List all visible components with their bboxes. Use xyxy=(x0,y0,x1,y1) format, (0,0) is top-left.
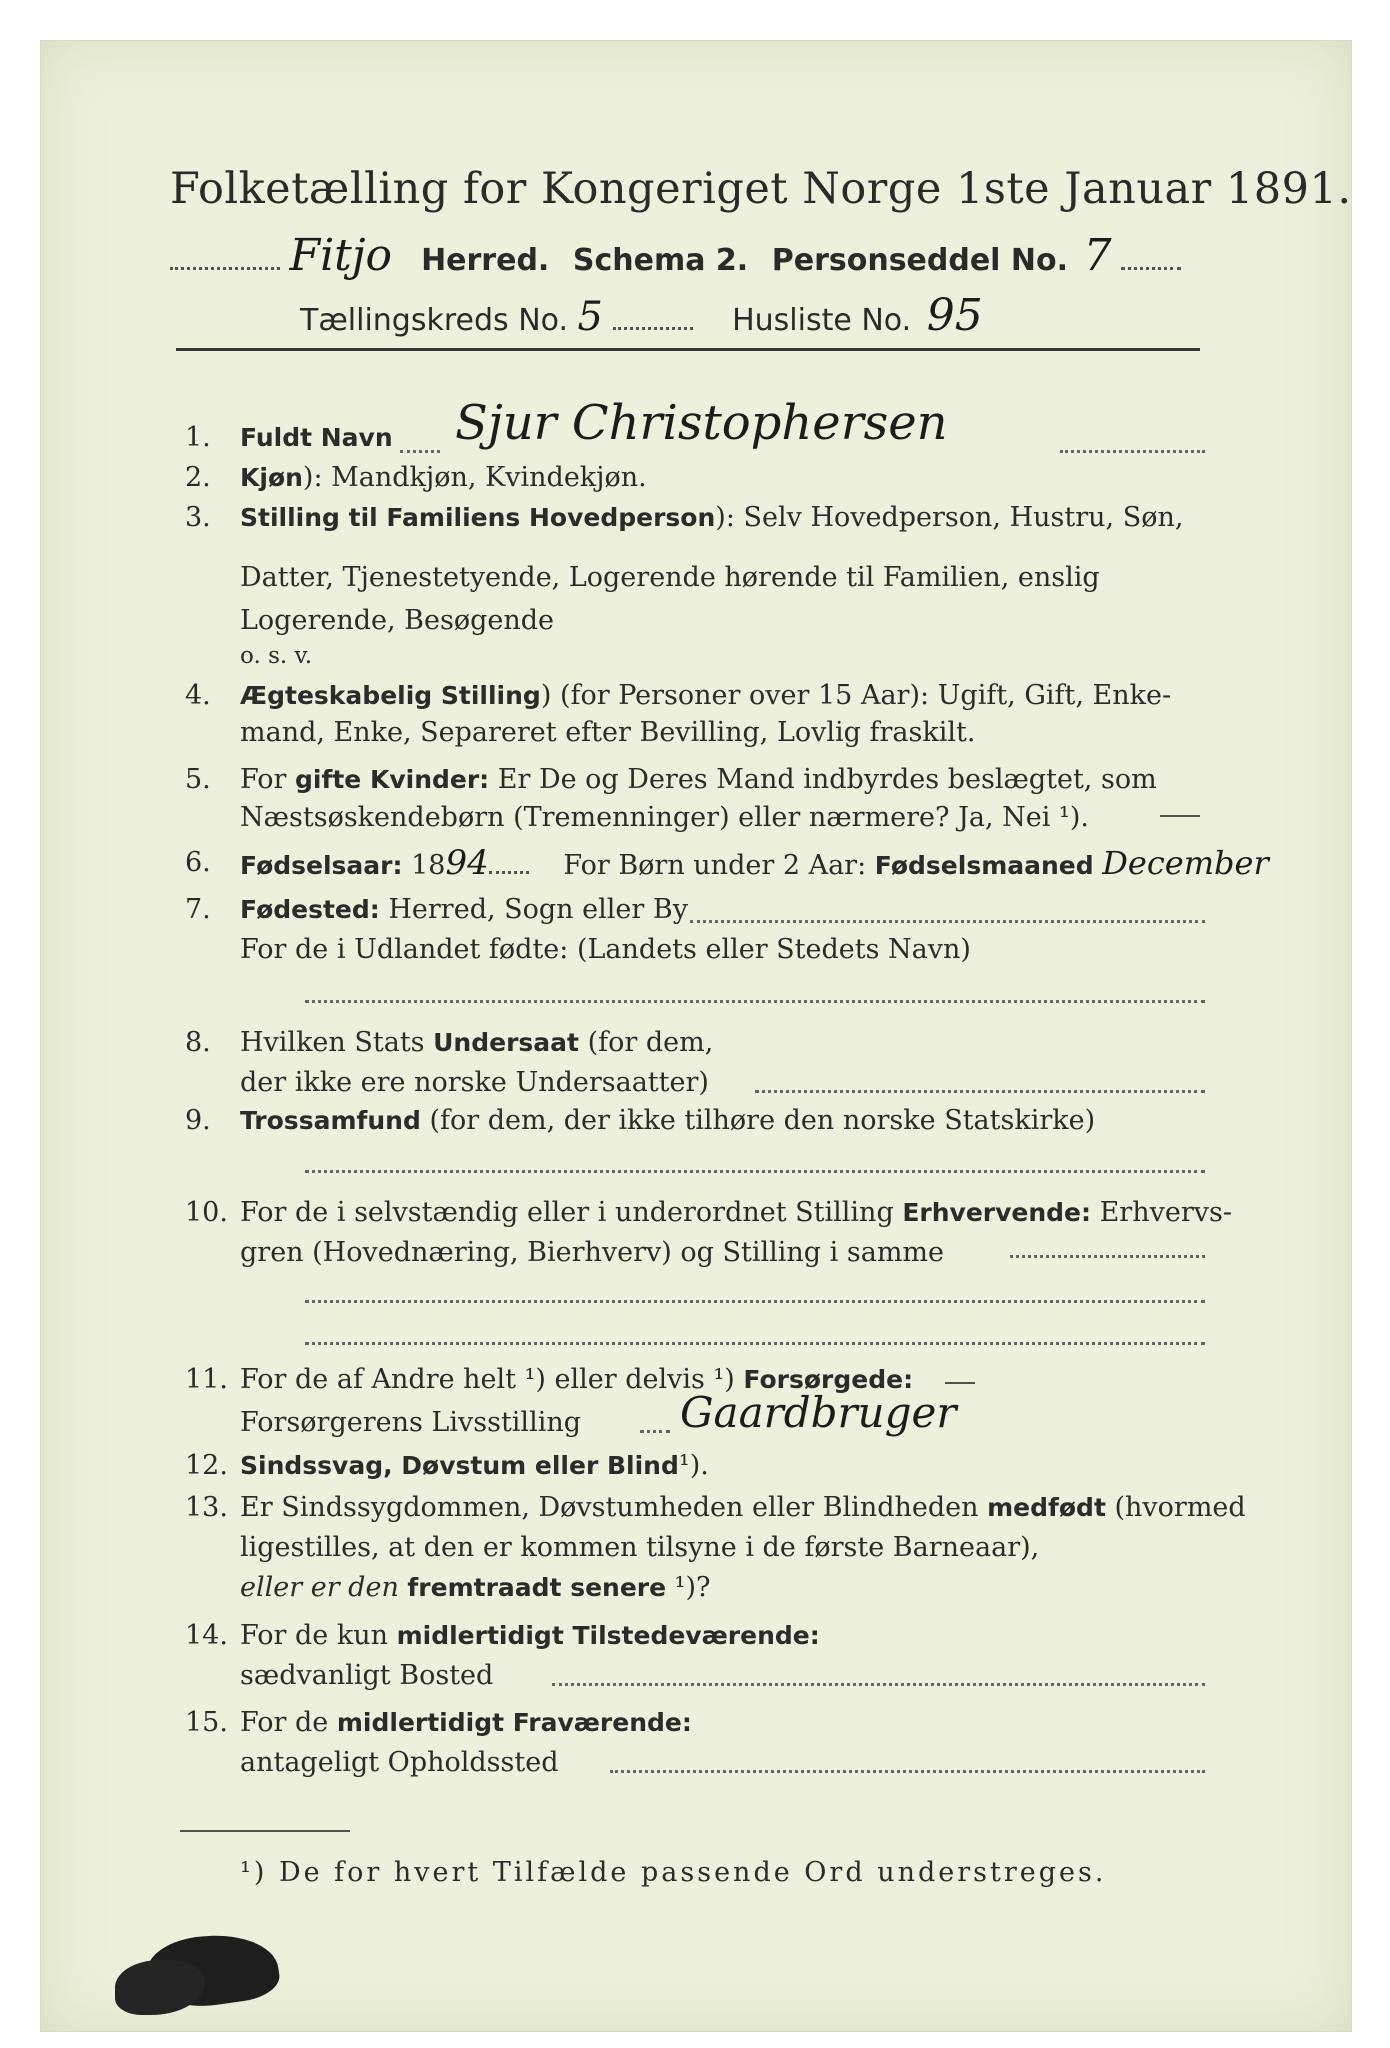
item-number: 11. xyxy=(185,1364,228,1395)
item-number: 9. xyxy=(185,1105,211,1136)
item-text-pre: For de kun xyxy=(240,1620,397,1651)
item-text: ): Selv Hovedperson, Hustru, Søn, xyxy=(715,502,1184,533)
full-name-value: Sjur Christophersen xyxy=(455,395,948,451)
item-text-cont: For de i Udlandet fødte: (Landets eller Stedets Navn) xyxy=(240,934,971,965)
item-label: Undersaat xyxy=(433,1028,579,1057)
item-label: Trossamfund xyxy=(240,1106,421,1135)
item-number: 3. xyxy=(185,502,211,533)
item-text-cont: ligestilles, at den er kommen tilsyne i de første Barneaar), xyxy=(240,1532,1040,1563)
item-number: 2. xyxy=(185,462,211,493)
footnote-rule xyxy=(180,1830,350,1832)
item-text: (for dem, der ikke tilhøre den norske Statskirke) xyxy=(420,1105,1096,1136)
header-line-2 xyxy=(300,290,983,341)
item-label: Erhvervende: xyxy=(902,1198,1092,1227)
item-number: 15. xyxy=(185,1707,228,1738)
item-label: Stilling til Familiens Hovedperson xyxy=(240,503,716,532)
item-label: medfødt xyxy=(987,1493,1106,1522)
item-label: Sindssvag, Døvstum eller Blind xyxy=(240,1451,679,1480)
item-text-pre: For de xyxy=(240,1707,337,1738)
item-label: Kjøn xyxy=(240,463,303,492)
husliste-label: Husliste No. xyxy=(732,303,912,338)
item-label-2: Fødselsmaaned xyxy=(874,851,1094,880)
item-text-cont: eller er den xyxy=(240,1572,408,1603)
item-label: Fødselsaar: xyxy=(240,851,403,880)
item-label: Fødested: xyxy=(240,895,380,924)
item-text: (hvormed xyxy=(1105,1492,1246,1523)
item-number: 8. xyxy=(185,1027,211,1058)
item-text: ): Mandkjøn, Kvindekjøn. xyxy=(302,462,647,493)
item-number: 6. xyxy=(185,847,211,878)
item-number: 4. xyxy=(185,680,211,711)
item-text: Erhvervs- xyxy=(1091,1197,1232,1228)
item-label: Fuldt Navn xyxy=(240,423,393,452)
item-number: 13. xyxy=(185,1492,228,1523)
item-text-pre: Er Sindssygdommen, Døvstumheden eller Blindheden xyxy=(240,1492,988,1523)
provider-occupation-value: Gaardbruger xyxy=(680,1388,957,1437)
item-text-cont: sædvanligt Bosted xyxy=(240,1660,494,1691)
header-line-1 xyxy=(170,230,1181,281)
item-number: 5. xyxy=(185,764,211,795)
husliste-value: 95 xyxy=(926,290,983,341)
item-number: 12. xyxy=(185,1450,228,1481)
birth-year-value: 94 xyxy=(445,843,489,883)
item-text: (for dem, xyxy=(578,1027,714,1058)
schema-label: Schema 2. xyxy=(572,243,749,278)
header-rule xyxy=(176,348,1200,351)
item-text-cont: Næstsøskendebørn (Tremenninger) eller nærmere? Ja, Nei ¹). xyxy=(240,802,1089,833)
item-text-cont: Forsørgerens Livsstilling xyxy=(240,1407,582,1438)
item-text-pre: For de i selvstændig eller i underordnet Stilling xyxy=(240,1197,903,1228)
taellingskreds-label: Tællingskreds No. xyxy=(300,303,568,338)
item-text-cont: ¹)? xyxy=(666,1572,711,1603)
item-text-cont: der ikke ere norske Undersaatter) xyxy=(240,1067,709,1098)
item-text-cont: Logerende, Besøgende xyxy=(240,605,554,636)
herred-label: Herred. xyxy=(421,243,550,278)
item-text-pre: For xyxy=(240,764,296,795)
personseddel-value: 7 xyxy=(1083,230,1112,281)
birth-month-value: December xyxy=(1102,844,1269,882)
item-label: midlertidigt Fraværende: xyxy=(336,1708,692,1737)
item-text: Herred, Sogn eller By xyxy=(388,894,688,925)
item-text: Er De og Deres Mand indbyrdes beslægtet, som xyxy=(489,764,1157,795)
item-text-pre: Hvilken Stats xyxy=(240,1027,434,1058)
item-label: Forsørgede: xyxy=(743,1365,914,1394)
herred-value: Fitjo xyxy=(289,230,392,281)
footnote: ¹) De for hvert Tilfælde passende Ord understreges. xyxy=(240,1857,1107,1888)
item-number: 14. xyxy=(185,1620,228,1651)
item-text-cont: mand, Enke, Separeret efter Bevilling, Lovlig fraskilt. xyxy=(240,717,976,748)
item-number: 7. xyxy=(185,894,211,925)
birth-year-prefix: 18 xyxy=(411,850,446,881)
item-text-cont: antageligt Opholdssted xyxy=(240,1747,559,1778)
personseddel-label: Personseddel No. xyxy=(771,243,1069,278)
item-label: midlertidigt Tilstedeværende: xyxy=(396,1621,820,1650)
item-label-cont: fremtraadt senere xyxy=(407,1573,667,1602)
item-text: For Børn under 2 Aar: xyxy=(563,850,867,881)
item-text-cont: o. s. v. xyxy=(240,643,313,669)
form-title: Folketælling for Kongeriget Norge 1ste Januar 1891. xyxy=(170,164,1352,214)
item-text-cont: gren (Hovednæring, Bierhverv) og Stilling i samme xyxy=(240,1237,945,1268)
item-text-pre: For de af Andre helt ¹) eller delvis ¹) xyxy=(240,1364,744,1395)
item-label: gifte Kvinder: xyxy=(295,765,490,794)
item-text: ¹). xyxy=(678,1450,709,1481)
taellingskreds-value: 5 xyxy=(577,294,603,340)
item-label: Ægteskabelig Stilling xyxy=(240,681,541,710)
item-text-cont: Datter, Tjenestetyende, Logerende hørende til Familien, enslig xyxy=(240,562,1100,593)
item-text: ) (for Personer over 15 Aar): Ugift, Gift, Enke- xyxy=(540,680,1172,711)
item-number: 1. xyxy=(185,422,211,453)
item-number: 10. xyxy=(185,1197,228,1228)
